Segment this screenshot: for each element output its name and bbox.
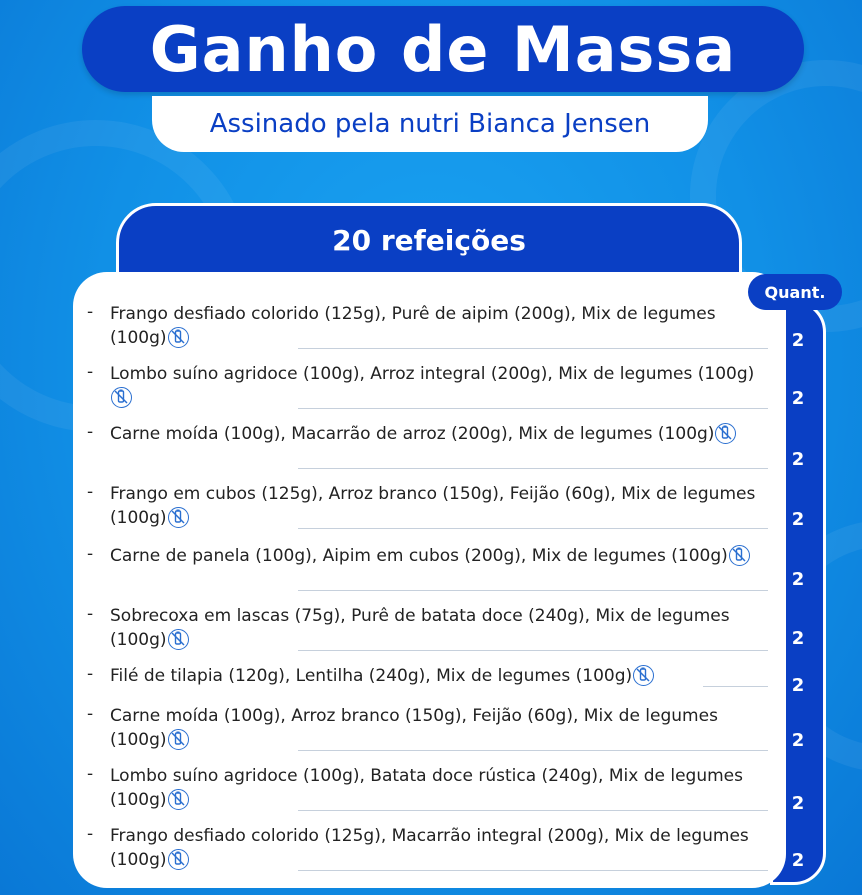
no-lactose-icon	[168, 327, 189, 348]
meal-description-container	[110, 604, 760, 652]
row-divider	[298, 348, 768, 349]
meal-list	[73, 272, 786, 888]
page-subtitle: Assinado pela nutri Bianca Jensen	[209, 109, 651, 139]
row-divider	[298, 408, 768, 409]
no-lactose-icon	[715, 423, 736, 444]
meal-description-container	[110, 824, 760, 872]
meal-description: Carne moída (100g), Arroz branco (150g), Feijão (60g), Mix de legumes (100g)	[110, 706, 718, 750]
row-divider	[298, 528, 768, 529]
no-lactose-icon	[168, 507, 189, 528]
quantity-value: 2	[791, 628, 805, 649]
quantity-value: 2	[791, 388, 805, 409]
meal-description-container	[110, 482, 760, 530]
quantity-value: 2	[791, 330, 805, 351]
quantity-value: 2	[791, 509, 805, 530]
quantity-value: 2	[791, 569, 805, 590]
no-lactose-icon	[168, 729, 189, 750]
meals-count-label: 20 refeições	[332, 224, 526, 257]
row-divider	[298, 590, 768, 591]
row-divider	[298, 810, 768, 811]
list-bullet: -	[87, 764, 94, 784]
list-bullet: -	[87, 482, 94, 502]
page-title: Ganho de Massa	[149, 12, 737, 86]
title-banner	[82, 6, 804, 92]
row-divider	[703, 686, 768, 687]
meal-description: Lombo suíno agridoce (100g), Arroz integral (200g), Mix de legumes (100g)	[110, 364, 755, 384]
list-bullet: -	[87, 664, 94, 684]
meal-description: Carne moída (100g), Macarrão de arroz (200g), Mix de legumes (100g)	[110, 424, 715, 444]
list-bullet: -	[87, 362, 94, 382]
list-bullet: -	[87, 422, 94, 442]
meal-description: Lombo suíno agridoce (100g), Batata doce rústica (240g), Mix de legumes (100g)	[110, 766, 743, 810]
meal-description: Frango em cubos (125g), Arroz branco (150g), Feijão (60g), Mix de legumes (100g)	[110, 484, 756, 528]
meal-description-container	[110, 362, 760, 410]
quantity-value: 2	[791, 850, 805, 871]
meal-description-container	[110, 704, 760, 752]
subtitle-banner	[152, 96, 708, 152]
meal-description-container	[110, 764, 760, 812]
no-lactose-icon	[633, 665, 654, 686]
no-lactose-icon	[729, 545, 750, 566]
no-lactose-icon	[111, 387, 132, 408]
meal-description-container	[110, 544, 760, 568]
meal-description-container	[110, 422, 760, 446]
row-divider	[298, 650, 768, 651]
list-bullet: -	[87, 302, 94, 322]
meal-description: Carne de panela (100g), Aipim em cubos (200g), Mix de legumes (100g)	[110, 546, 728, 566]
no-lactose-icon	[168, 849, 189, 870]
meal-description-container	[110, 664, 760, 688]
row-divider	[298, 750, 768, 751]
meal-description-container	[110, 302, 760, 350]
row-divider	[298, 468, 768, 469]
row-divider	[298, 870, 768, 871]
quantity-value: 2	[791, 730, 805, 751]
no-lactose-icon	[168, 789, 189, 810]
list-bullet: -	[87, 544, 94, 564]
meal-description: Sobrecoxa em lascas (75g), Purê de batata doce (240g), Mix de legumes (100g)	[110, 606, 730, 650]
quantity-value: 2	[791, 449, 805, 470]
list-bullet: -	[87, 824, 94, 844]
meal-description: Frango desfiado colorido (125g), Macarrão integral (200g), Mix de legumes (100g)	[110, 826, 749, 870]
quantity-value: 2	[791, 793, 805, 814]
meal-description: Frango desfiado colorido (125g), Purê de aipim (200g), Mix de legumes (100g)	[110, 304, 716, 348]
quantity-value: 2	[791, 675, 805, 696]
no-lactose-icon	[168, 629, 189, 650]
quantity-header-badge	[748, 274, 842, 310]
list-bullet: -	[87, 704, 94, 724]
meal-description: Filé de tilapia (120g), Lentilha (240g), Mix de legumes (100g)	[110, 666, 633, 686]
quantity-header-label: Quant.	[764, 282, 826, 302]
list-bullet: -	[87, 604, 94, 624]
